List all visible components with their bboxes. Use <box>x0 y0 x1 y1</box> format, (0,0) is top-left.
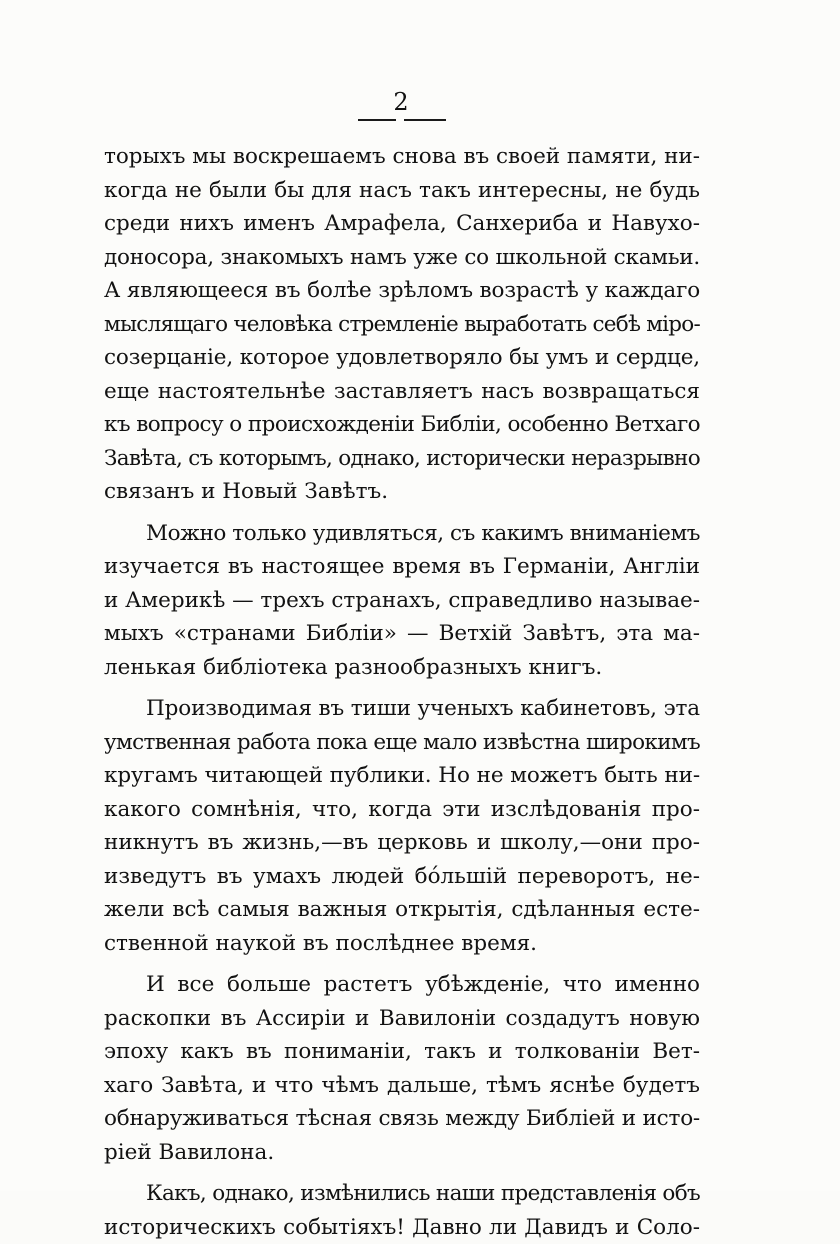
text-line: Можно только удивляться, съ какимъ вниманіемъ <box>104 517 700 551</box>
text-line: мыслящаго человѣка стремленіе выработать себѣ міро- <box>104 308 700 342</box>
paragraph-2 <box>104 517 700 685</box>
text-line: среди нихъ именъ Амрафела, Санхериба и Навухо- <box>104 207 700 241</box>
text-line: эпоху какъ въ пониманіи, такъ и толкованіи Вет- <box>104 1035 700 1069</box>
text-line: И все больше растетъ убѣжденіе, что именно <box>104 968 700 1002</box>
text-line: созерцаніе, которое удовлетворяло бы умъ и сердце, <box>104 341 700 375</box>
text-line: Завѣта, съ которымъ, однако, исторически неразрывно <box>104 442 700 476</box>
text-line: когда не были бы для насъ такъ интересны, не будь <box>104 174 700 208</box>
paragraph-gap <box>104 1169 700 1177</box>
body-text <box>104 140 700 1244</box>
text-line: какого сомнѣнія, что, когда эти изслѣдованія про- <box>104 793 700 827</box>
header-rule <box>358 119 446 121</box>
text-line: изучается въ настоящее время въ Германіи, Англіи <box>104 550 700 584</box>
paragraph-gap <box>104 684 700 692</box>
text-line: мыхъ «странами Библіи» — Ветхій Завѣтъ, эта ма- <box>104 617 700 651</box>
text-line: обнаруживаться тѣсная связь между Библіей и исто- <box>104 1102 700 1136</box>
text-line: кругамъ читающей публики. Но не можетъ быть ни- <box>104 759 700 793</box>
page-number: 2 <box>0 88 802 116</box>
paragraph-gap <box>104 960 700 968</box>
text-line: никнутъ въ жизнь,—въ церковь и школу,—они про- <box>104 826 700 860</box>
text-line: и Америкѣ — трехъ странахъ, справедливо называе- <box>104 584 700 618</box>
text-line: торыхъ мы воскрешаемъ снова въ своей памяти, ни- <box>104 140 700 174</box>
text-line: ственной наукой въ послѣднее время. <box>104 927 700 961</box>
text-line: А являющееся въ болѣе зрѣломъ возрастѣ у каждаго <box>104 274 700 308</box>
paragraph-4 <box>104 968 700 1169</box>
text-line: ленькая библіотека разнообразныхъ книгъ. <box>104 651 700 685</box>
text-line: доносора, знакомыхъ намъ уже со школьной скамьи. <box>104 241 700 275</box>
text-line: умственная работа пока еще мало извѣстна широкимъ <box>104 726 700 760</box>
text-line: еще настоятельнѣе заставляетъ насъ возвращаться <box>104 375 700 409</box>
text-line: къ вопросу о происхожденіи Библіи, особенно Ветхаго <box>104 408 700 442</box>
paragraph-5 <box>104 1177 700 1244</box>
text-line: Какъ, однако, измѣнились наши представленія объ <box>104 1177 700 1211</box>
text-line: изведутъ въ умахъ людей бо́льшій переворотъ, не- <box>104 860 700 894</box>
paragraph-1 <box>104 140 700 509</box>
paragraph-gap <box>104 509 700 517</box>
text-line: историческихъ событіяхъ! Давно ли Давидъ и Соло- <box>104 1211 700 1244</box>
text-line: хаго Завѣта, и что чѣмъ дальше, тѣмъ яснѣе будетъ <box>104 1069 700 1103</box>
paragraph-3 <box>104 692 700 960</box>
text-line: жели всѣ самыя важныя открытія, сдѣланныя есте- <box>104 893 700 927</box>
text-line: Производимая въ тиши ученыхъ кабинетовъ, эта <box>104 692 700 726</box>
text-line: связанъ и Новый Завѣтъ. <box>104 475 700 509</box>
text-line: раскопки въ Ассиріи и Вавилоніи создадутъ новую <box>104 1002 700 1036</box>
text-line: ріей Вавилона. <box>104 1136 700 1170</box>
